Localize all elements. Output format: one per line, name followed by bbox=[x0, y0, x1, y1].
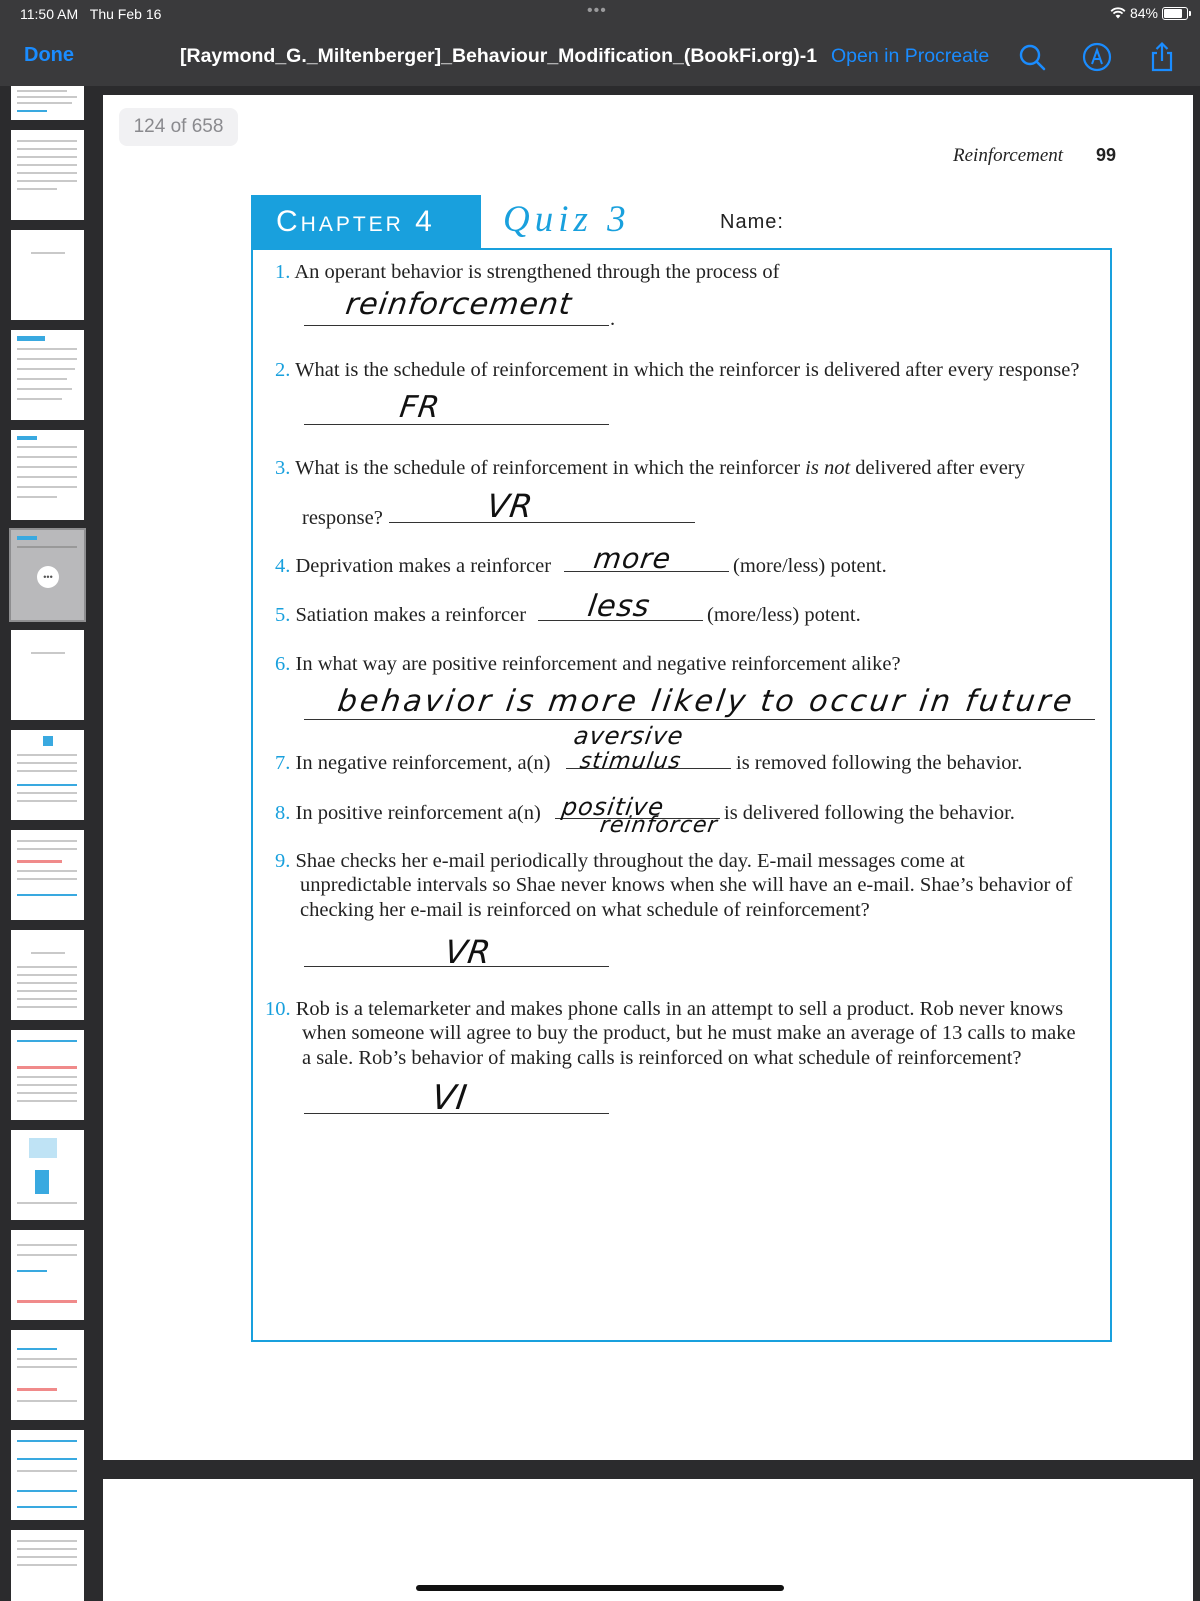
question-4: 4. Deprivation makes a reinforcer bbox=[275, 555, 552, 577]
battery-status bbox=[1110, 5, 1188, 21]
question-9-line2: unpredictable intervals so Shae never knows when she will have an e-mail. Shae’s behavior of bbox=[300, 874, 1073, 896]
answer-6[interactable]: behavior is more likely to occur in future bbox=[335, 684, 1078, 719]
chapter-header bbox=[251, 195, 481, 249]
wifi-icon bbox=[1110, 7, 1126, 19]
question-8-suffix: is delivered following the behavior. bbox=[724, 802, 1015, 824]
question-1: 1. An operant behavior is strengthened through the process of bbox=[275, 261, 780, 283]
page-thumbnail[interactable] bbox=[11, 430, 84, 520]
battery-percent: 84% bbox=[1129, 5, 1158, 21]
quiz-label: Quiz 3 bbox=[503, 199, 631, 240]
question-5-suffix: (more/less) potent. bbox=[707, 604, 861, 626]
name-field[interactable] bbox=[808, 206, 1068, 236]
question-7: 7. In negative reinforcement, a(n) bbox=[275, 752, 551, 774]
answer-2[interactable]: FR bbox=[397, 390, 443, 425]
page-thumbnail[interactable] bbox=[11, 86, 84, 120]
next-document-page bbox=[103, 1479, 1193, 1601]
page-thumbnail-current[interactable] bbox=[11, 530, 84, 620]
page-thumbnail[interactable] bbox=[11, 1530, 84, 1601]
page-number: 99 bbox=[1096, 145, 1117, 165]
document-title: [Raymond_G._Miltenberger]_Behaviour_Modification_(BookFi.org)-1 bbox=[180, 45, 818, 67]
question-9: 9. Shae checks her e-mail periodically throughout the day. E-mail messages come at bbox=[275, 850, 965, 872]
page-thumbnail[interactable] bbox=[11, 630, 84, 720]
page-thumbnail[interactable] bbox=[11, 1130, 84, 1220]
answer-5[interactable]: less bbox=[585, 589, 653, 624]
page-thumbnail[interactable] bbox=[11, 1030, 84, 1120]
status-date: Thu Feb 16 bbox=[89, 6, 162, 22]
question-3-continued: response? bbox=[302, 507, 383, 529]
page-thumbnail[interactable] bbox=[11, 1430, 84, 1520]
share-icon[interactable] bbox=[1146, 41, 1178, 73]
home-indicator[interactable] bbox=[416, 1585, 784, 1591]
page-thumbnail[interactable] bbox=[11, 130, 84, 220]
question-10-line3: a sale. Rob’s behavior of making calls is reinforced on what schedule of reinforcement? bbox=[302, 1047, 1022, 1069]
question-10: 10. Rob is a telemarketer and makes phone calls in an attempt to sell a product. Rob never knows bbox=[265, 998, 1064, 1020]
answer-9[interactable]: VR bbox=[442, 933, 494, 971]
battery-icon bbox=[1162, 7, 1188, 20]
page-thumbnail[interactable] bbox=[11, 330, 84, 420]
answer-7-line1[interactable]: aversive bbox=[572, 722, 686, 750]
page-thumbnail-sidebar[interactable] bbox=[0, 86, 92, 1601]
more-options-icon[interactable]: ••• bbox=[37, 566, 59, 588]
chapter-label: Chapter 4 bbox=[276, 205, 435, 238]
question-8: 8. In positive reinforcement a(n) bbox=[275, 802, 541, 824]
question-5: 5. Satiation makes a reinforcer bbox=[275, 604, 527, 626]
open-in-procreate-button[interactable]: Open in Procreate bbox=[831, 45, 990, 67]
page-counter: 124 of 658 bbox=[119, 108, 238, 146]
name-label: Name: bbox=[720, 211, 784, 233]
question-10-line2: when someone will agree to buy the product, but he must make an average of 13 calls to make bbox=[302, 1022, 1076, 1044]
answer-3[interactable]: VR bbox=[484, 487, 536, 525]
question-6: 6. In what way are positive reinforcement and negative reinforcement alike? bbox=[275, 653, 901, 675]
page-thumbnail[interactable] bbox=[11, 230, 84, 320]
question-7-suffix: is removed following the behavior. bbox=[736, 752, 1023, 774]
document-toolbar bbox=[0, 28, 1200, 86]
markup-pen-icon[interactable] bbox=[1081, 41, 1113, 73]
quiz-frame bbox=[251, 248, 1112, 1342]
question-4-suffix: (more/less) potent. bbox=[733, 555, 887, 577]
page-thumbnail[interactable] bbox=[11, 930, 84, 1020]
answer-1[interactable]: reinforcement bbox=[343, 287, 575, 322]
answer-8-line2[interactable]: reinforcer bbox=[598, 813, 720, 838]
status-time: 11:50 AM Thu Feb 16 bbox=[20, 6, 162, 22]
running-head: Reinforcement bbox=[953, 145, 1064, 166]
search-icon[interactable] bbox=[1016, 41, 1048, 73]
question-9-line3: checking her e-mail is reinforced on what schedule of reinforcement? bbox=[300, 899, 870, 921]
answer-10[interactable]: VI bbox=[429, 1078, 471, 1118]
answer-7-line2[interactable]: stimulus bbox=[578, 749, 683, 774]
multitasking-dots[interactable]: ••• bbox=[587, 2, 607, 19]
answer-4[interactable]: more bbox=[591, 542, 674, 575]
question-2: 2. What is the schedule of reinforcement in which the reinforcer is delivered after every response? bbox=[275, 359, 1080, 381]
page-thumbnail[interactable] bbox=[11, 730, 84, 820]
answer-8-line1[interactable]: positive bbox=[560, 793, 667, 821]
page-thumbnail[interactable] bbox=[11, 1330, 84, 1420]
page-thumbnail[interactable] bbox=[11, 1230, 84, 1320]
page-thumbnail[interactable] bbox=[11, 830, 84, 920]
status-bar bbox=[0, 0, 1200, 28]
done-button[interactable]: Done bbox=[24, 44, 74, 66]
question-3: 3. What is the schedule of reinforcement in which the reinforcer is not delivered after every bbox=[275, 457, 1025, 479]
